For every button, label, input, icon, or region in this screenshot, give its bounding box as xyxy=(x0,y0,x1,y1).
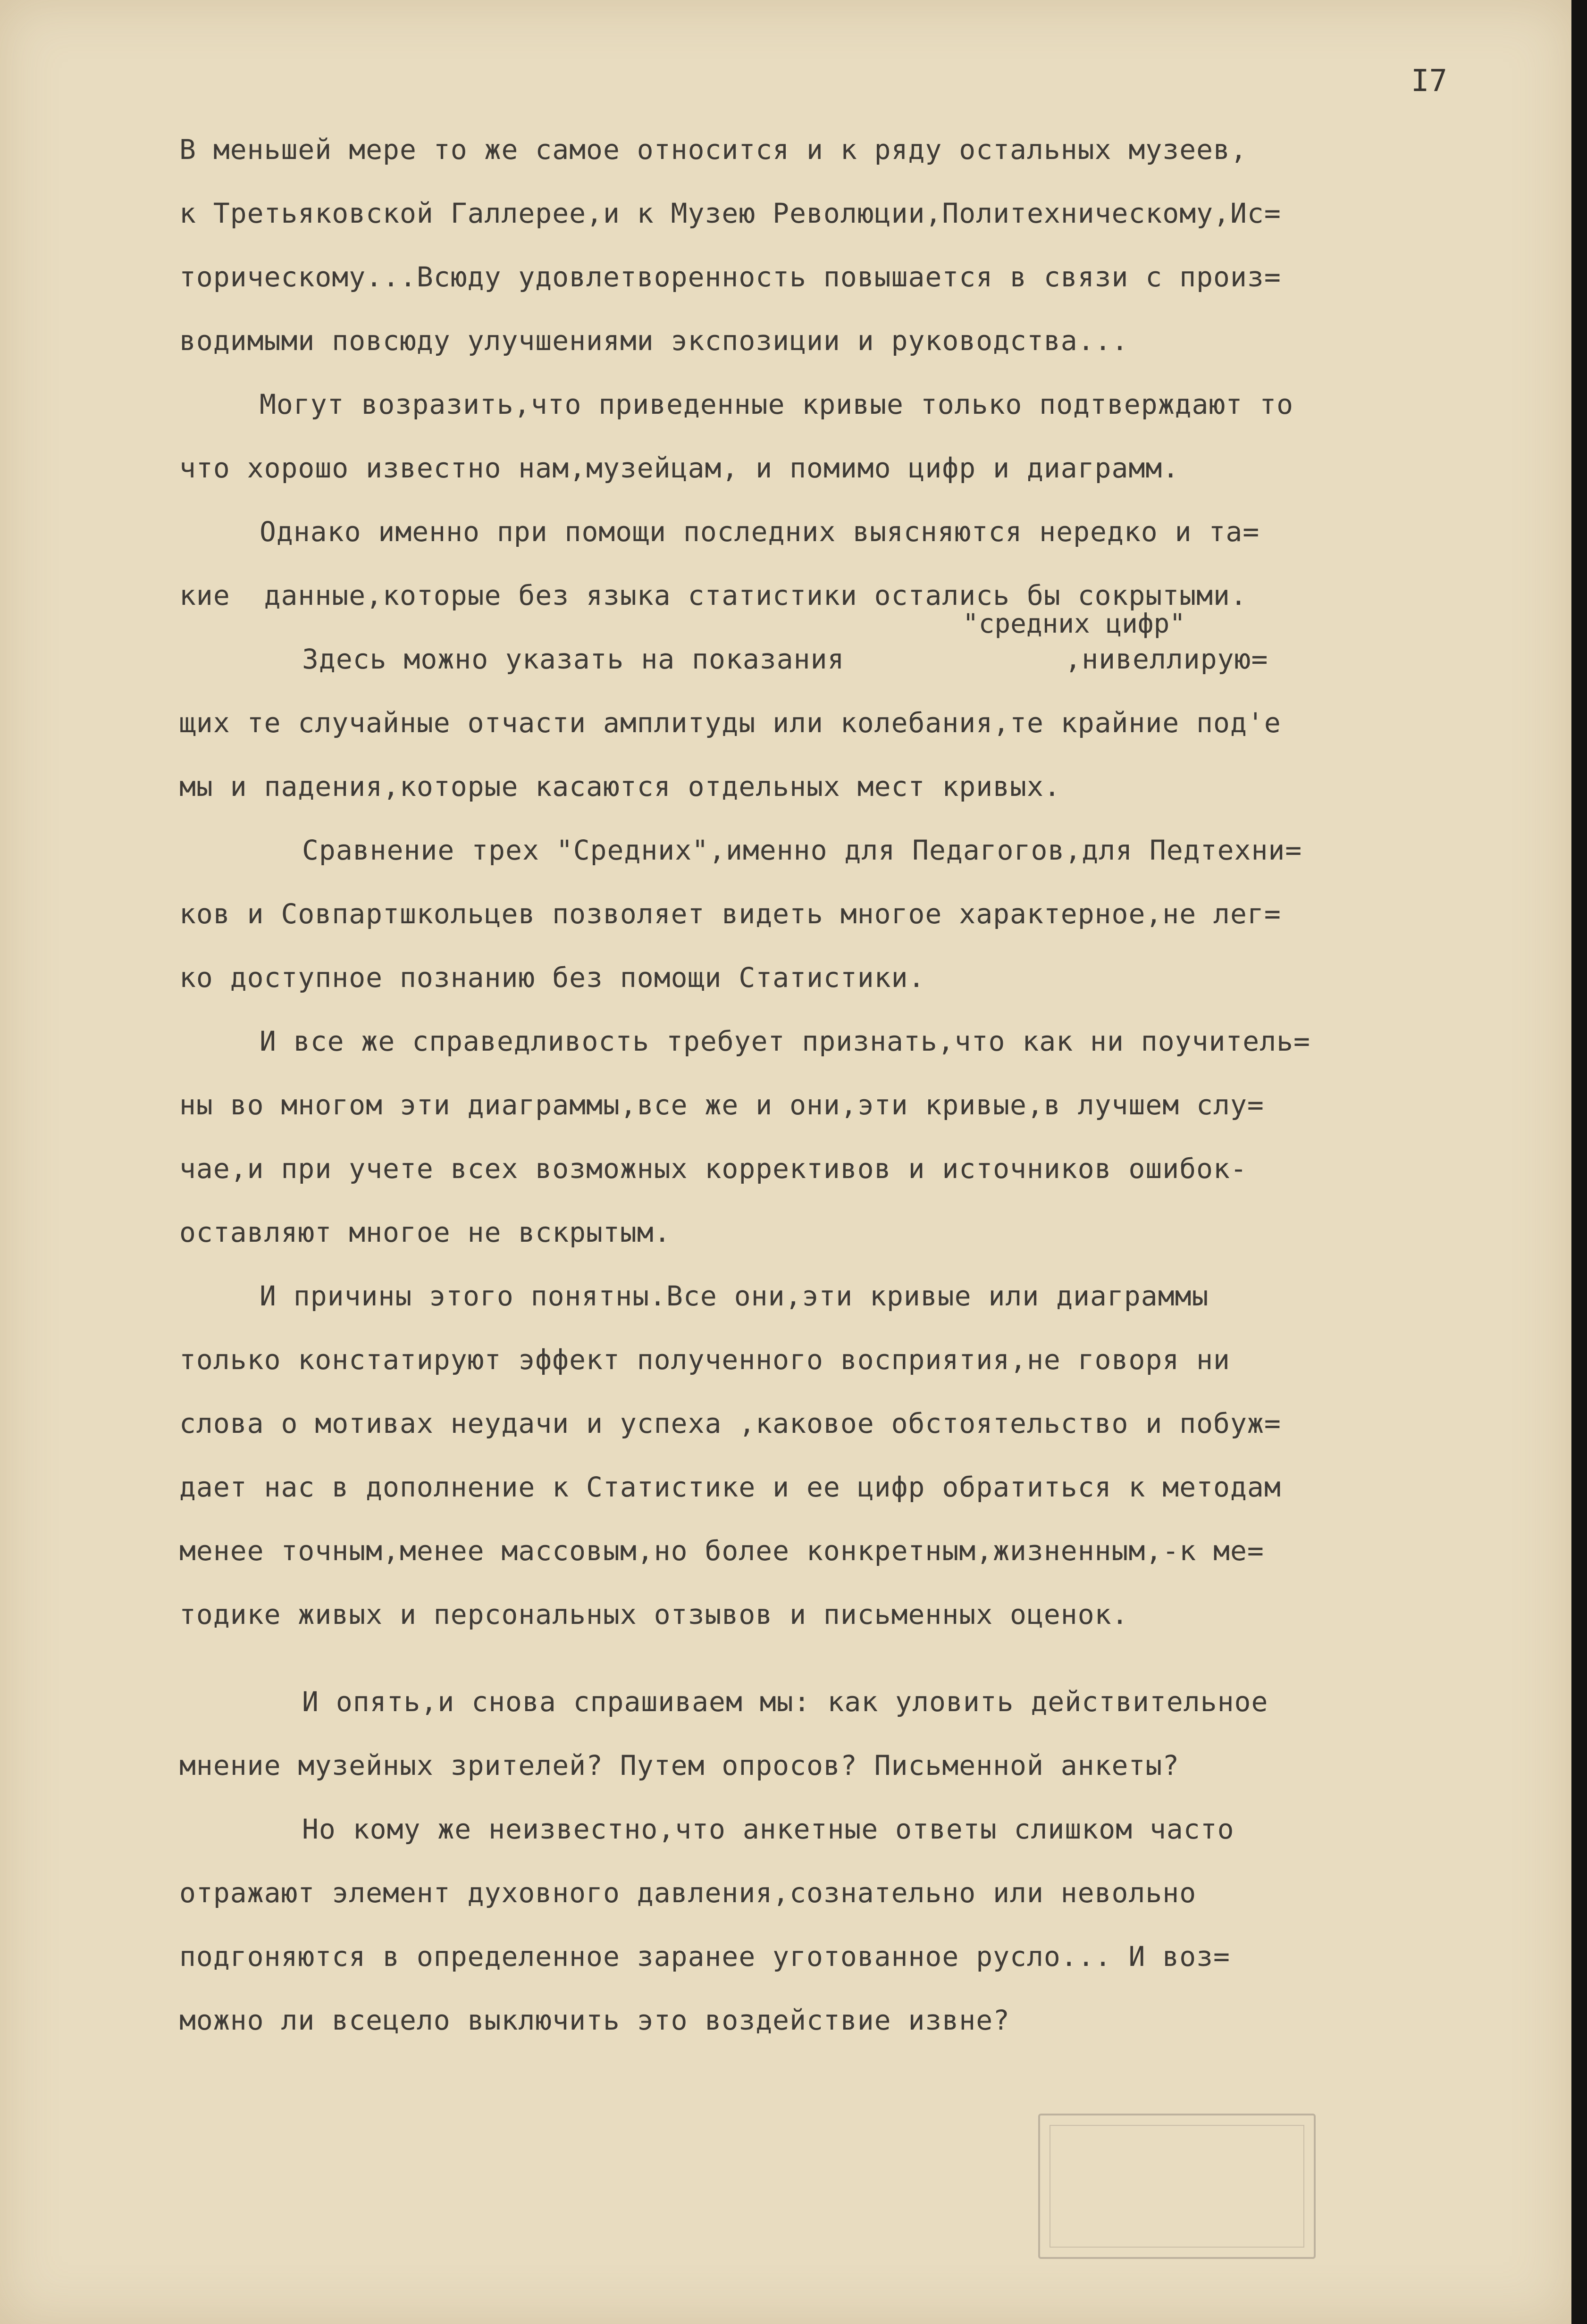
text-line: оставляют многое не вскрытым. xyxy=(179,1216,671,1248)
spacer xyxy=(179,1647,1557,1670)
paragraph xyxy=(179,819,1557,1010)
text-line: В меньшей мере то же самое относится и к ряду остальных музеев, xyxy=(179,134,1247,166)
paragraph xyxy=(179,118,1557,373)
stamp-border xyxy=(1050,2125,1304,2248)
text-line: водимыми повсюду улучшениями экспозиции и руководства... xyxy=(179,325,1129,357)
page-edge xyxy=(1571,0,1587,2324)
text-line: И все же справедливость требует признать,что как ни поучитель= xyxy=(260,1025,1310,1057)
text-line: отражают элемент духовного давления,сознательно или невольно xyxy=(179,1877,1197,1909)
text-line: Здесь можно указать на показания ,нивеллирую= xyxy=(302,643,1268,675)
text-line: подгоняются в определенное заранее уготованное русло... И воз= xyxy=(179,1940,1230,1973)
text-line: мнение музейных зрителей? Путем опросов? Письменной анкеты? xyxy=(179,1749,1180,1781)
paragraph xyxy=(179,627,1557,819)
text-line: Могут возразить,что приведенные кривые только подтверждают то xyxy=(260,388,1294,420)
text-line: торическому...Всюду удовлетворенность повышается в связи с произ= xyxy=(179,261,1281,293)
text-line: дает нас в дополнение к Статистике и ее цифр обратиться к методам xyxy=(179,1471,1281,1503)
handwritten-insert: "средних цифр" xyxy=(963,609,1186,639)
text-line: можно ли всецело выключить это воздействие извне? xyxy=(179,2004,1010,2036)
text-line: ков и Совпартшкольцев позволяет видеть многое характерное,не лег= xyxy=(179,898,1281,930)
typewritten-body xyxy=(179,118,1557,2052)
paragraph xyxy=(179,1797,1557,2052)
paragraph xyxy=(179,1670,1557,1797)
text-line: чае,и при учете всех возможных коррективов и источников ошибок- xyxy=(179,1153,1247,1185)
text-line: мы и падения,которые касаются отдельных мест кривых. xyxy=(179,770,1061,803)
paragraph xyxy=(179,373,1557,500)
text-line: Сравнение трех "Средних",именно для Педагогов,для Педтехни= xyxy=(302,834,1302,866)
text-line: только констатируют эффект полученного восприятия,не говоря ни xyxy=(179,1344,1230,1376)
text-line: менее точным,менее массовым,но более конкретным,жизненным,-к ме= xyxy=(179,1535,1264,1567)
text-line: ны во многом эти диаграммы,все же и они,эти кривые,в лучшем слу= xyxy=(179,1089,1264,1121)
text-line: что хорошо известно нам,музейцам, и помимо цифр и диаграмм. xyxy=(179,452,1180,484)
text-line: ко доступное познанию без помощи Статистики. xyxy=(179,961,925,994)
text-line: Но кому же неизвестно,что анкетные ответы слишком часто xyxy=(302,1813,1234,1845)
text-line: к Третьяковской Галлерее,и к Музею Революции,Политехническому,Ис= xyxy=(179,197,1281,229)
text-line: И причины этого понятны.Все они,эти кривые или диаграммы xyxy=(260,1280,1209,1312)
paragraph xyxy=(179,1010,1557,1264)
paragraph xyxy=(179,500,1557,627)
page-number: I7 xyxy=(1411,64,1448,99)
text-line: И опять,и снова спрашиваем мы: как уловить действительное xyxy=(302,1686,1268,1718)
text-line: слова о мотивах неудачи и успеха ,каковое обстоятельство и побуж= xyxy=(179,1407,1281,1439)
text-line: Однако именно при помощи последних выясняются нередко и та= xyxy=(260,516,1260,548)
archive-stamp xyxy=(1038,2114,1316,2259)
text-line: щих те случайные отчасти амплитуды или колебания,те крайние под'е xyxy=(179,707,1281,739)
text-line: тодике живых и персональных отзывов и письменных оценок. xyxy=(179,1598,1129,1630)
paragraph xyxy=(179,1264,1557,1647)
text-line: кие данные,которые без языка статистики остались бы сокрытыми. xyxy=(179,579,1247,611)
